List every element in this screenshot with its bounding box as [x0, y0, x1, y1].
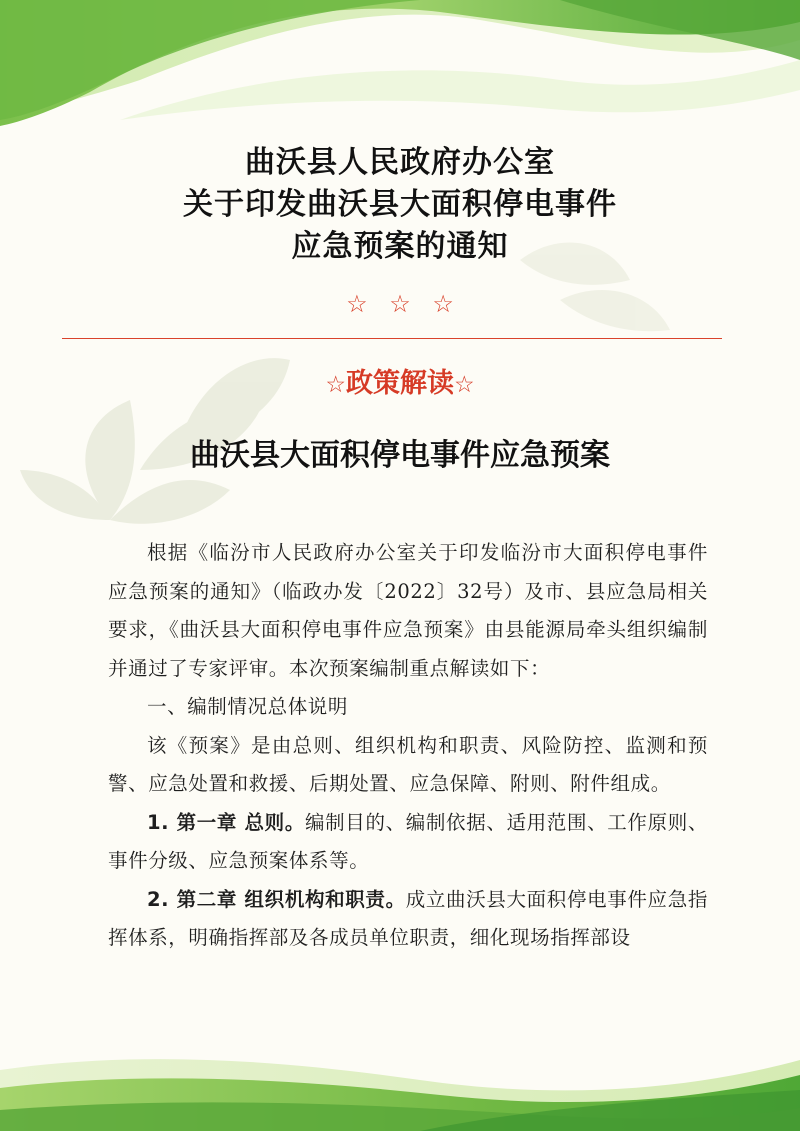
plan-title: 曲沃县大面积停电事件应急预案 — [190, 438, 610, 473]
chapter-2-text: 成立曲沃县大面积停电事件应急指挥体系，明确指挥部及各成员单位职责，细化现场指挥部设 — [108, 887, 708, 949]
chapter-1-number: 1. 第一章 — [147, 810, 245, 834]
star-icon: ☆ — [325, 372, 346, 398]
star-icon: ☆ — [346, 290, 368, 318]
section-paragraph: 该《预案》是由总则、组织机构和职责、风险防控、监测和预警、应急处置和救援、后期处置、应急保障、附则、附件组成。 — [108, 733, 708, 795]
section-heading: 一、编制情况总体说明 — [147, 695, 349, 718]
star-icon: ☆ — [454, 372, 475, 398]
chapter-2-title: 组织机构和职责。 — [244, 887, 406, 911]
notice-title-line-2: 关于印发曲沃县大面积停电事件 — [183, 187, 617, 222]
star-icon: ☆ — [432, 290, 454, 318]
policy-interpretation-label — [0, 364, 800, 405]
document-body — [108, 534, 708, 958]
chapter-2-paragraph — [108, 881, 708, 958]
policy-label-text: 政策解读 — [346, 368, 454, 399]
chapter-1-text: 编制目的、编制依据、适用范围、工作原则、事件分级、应急预案体系等。 — [108, 810, 708, 872]
chapter-2-number: 2. 第二章 — [147, 887, 245, 911]
chapter-1-title: 总则。 — [244, 810, 305, 834]
notice-title-line-3: 应急预案的通知 — [291, 229, 509, 264]
intro-paragraph: 根据《临汾市人民政府办公室关于印发临汾市大面积停电事件应急预案的通知》（临政办发〔2022〕32号）及市、县应急局相关要求，《曲沃县大面积停电事件应急预案》由县能源局牵头组织编制并通过了专家评审。本次预案编制重点解读如下： — [108, 541, 708, 680]
chapter-1-paragraph — [108, 804, 708, 881]
section-divider — [62, 338, 722, 339]
star-ornament — [0, 289, 800, 319]
star-icon: ☆ — [389, 290, 411, 318]
notice-title-line-1: 曲沃县人民政府办公室 — [245, 145, 555, 180]
